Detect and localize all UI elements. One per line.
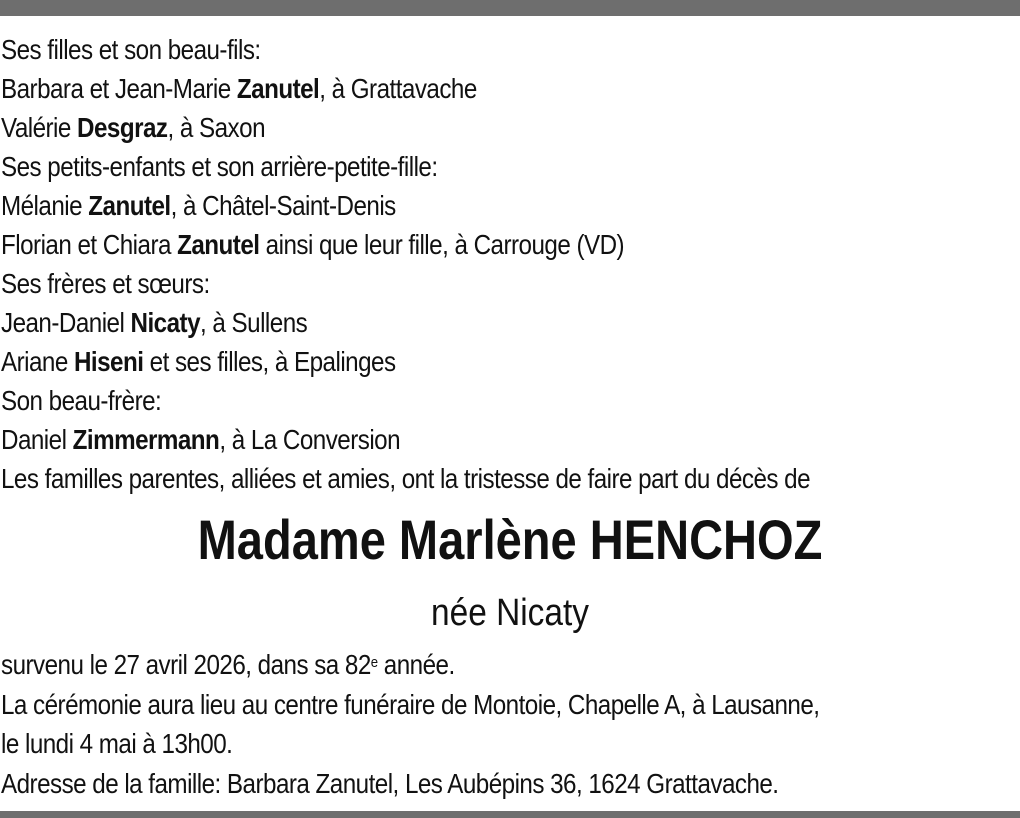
place: , à Grattavache	[319, 73, 477, 104]
family-member-line	[1, 420, 898, 459]
death-date-prefix: survenu le 27 avril 2026, dans sa 82	[1, 649, 371, 680]
bottom-rule	[0, 811, 1020, 818]
ceremony-line: La cérémonie aura lieu au centre funéraire de Montoie, Chapelle A, à Lausanne,	[1, 688, 820, 720]
ordinal-superscript: e	[370, 654, 378, 671]
surname: Zanutel	[177, 229, 260, 260]
first-names: Ariane	[1, 346, 74, 377]
ceremony-date-line: le lundi 4 mai à 13h00.	[1, 728, 233, 759]
announcement-text: Les familles parentes, alliées et amies, ont la tristesse de faire part du décès de	[1, 463, 811, 494]
first-names: Valérie	[1, 112, 78, 143]
funeral-details	[1, 645, 898, 803]
surname: Zanutel	[88, 190, 171, 221]
place: , à Sullens	[200, 307, 308, 338]
grandchildren-heading: Ses petits-enfants et son arrière-petite-fille:	[1, 151, 438, 182]
family-member-line	[1, 342, 898, 381]
first-names: Mélanie	[1, 190, 89, 221]
family-member-line	[1, 69, 898, 108]
family-member-line	[1, 108, 898, 147]
deceased-name: Madame Marlène HENCHOZ	[197, 508, 823, 571]
siblings-heading: Ses frères et sœurs:	[1, 268, 210, 299]
surname: Hiseni	[73, 346, 144, 377]
first-names: Florian et Chiara	[1, 229, 178, 260]
first-names: Jean-Daniel	[1, 307, 131, 338]
daughters-heading: Ses filles et son beau-fils:	[1, 34, 261, 65]
family-address-line: Adresse de la famille: Barbara Zanutel, Les Aubépins 36, 1624 Grattavache.	[1, 767, 779, 799]
family-list	[1, 30, 898, 498]
place: et ses filles, à Epalinges	[143, 346, 396, 377]
place: , à Saxon	[167, 112, 265, 143]
surname: Nicaty	[130, 307, 201, 338]
death-date-line	[1, 645, 898, 685]
surname: Zimmermann	[72, 424, 220, 455]
brother-in-law-heading: Son beau-frère:	[1, 385, 162, 416]
first-names: Barbara et Jean-Marie	[1, 73, 237, 104]
first-names: Daniel	[1, 424, 73, 455]
surname: Desgraz	[77, 112, 168, 143]
family-member-line	[1, 225, 898, 264]
surname: Zanutel	[236, 73, 320, 104]
place: , à Châtel-Saint-Denis	[170, 190, 396, 221]
family-member-line	[1, 303, 898, 342]
place: , à La Conversion	[219, 424, 401, 455]
place: ainsi que leur fille, à Carrouge (VD)	[259, 229, 625, 260]
death-date-suffix: année.	[377, 649, 455, 680]
family-member-line	[1, 186, 898, 225]
top-rule	[0, 0, 1020, 16]
maiden-name: née Nicaty	[430, 592, 589, 634]
